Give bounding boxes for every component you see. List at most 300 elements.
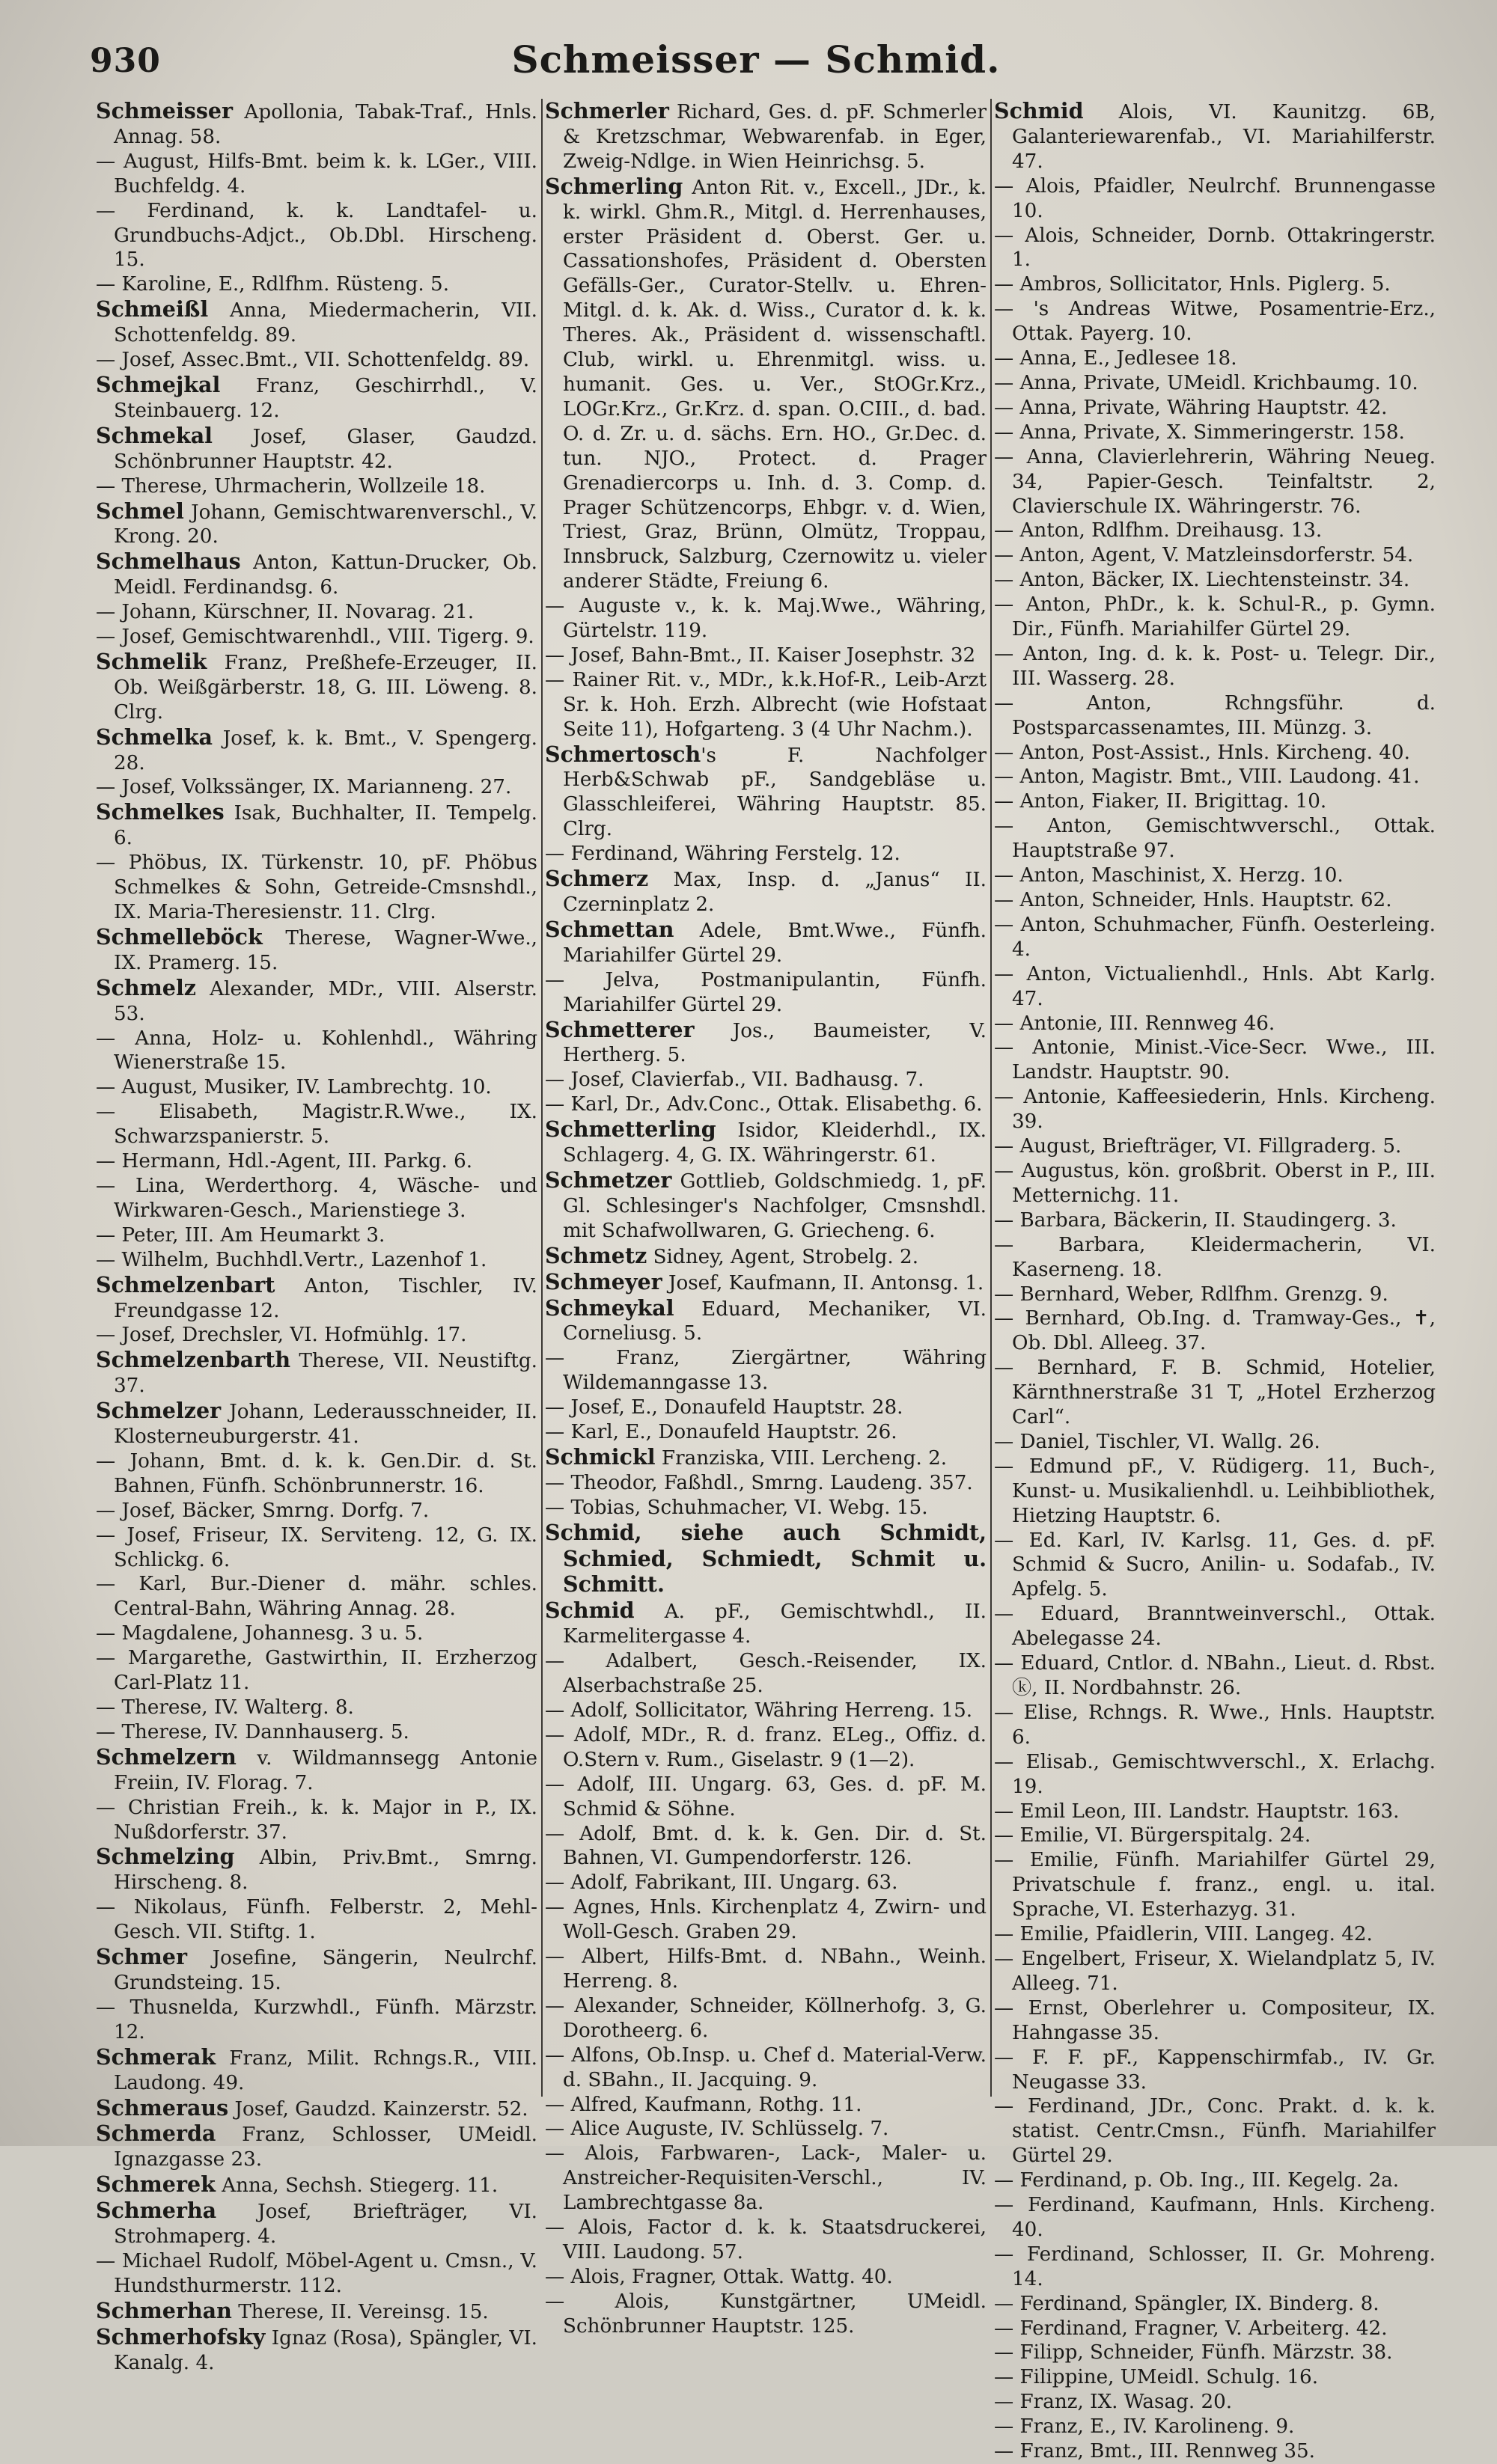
directory-entry [994,1283,1436,1307]
entry-text: Josef, Glaser, Gaudzd. Schönbrunner Hauptstr. 42. [114,425,537,473]
entry-text: — Therese, IV. Walterg. 8. [96,1696,354,1719]
entry-text: Alois, VI. Kaunitzg. 6B, Galanteriewarenfab., VI. Mariahilferstr. 47. [1012,101,1436,173]
entry-headword: Schmelzing [96,1844,235,1870]
entry-text: — Bernhard, Weber, Rdlfhm. Grenzg. 9. [994,1283,1388,1306]
directory-entry [994,913,1436,962]
entry-headword: Schmeraus [96,2094,229,2121]
directory-entry [994,396,1436,421]
entry-headword: Schmerha [96,2198,217,2224]
directory-entry [545,2290,987,2339]
entry-text: Anton, Tischler, IV. Freundgasse 12. [114,1274,537,1322]
directory-entry [96,549,537,600]
entry-text: — Anna, E., Jedlesee 18. [994,347,1237,370]
entry-text: Franz, Milit. Rchngs.R., VIII. Laudong. 49. [114,2046,537,2094]
entry-text: — Christian Freih., k. k. Major in P., IX. Nußdorferstr. 37. [96,1796,537,1844]
entry-text: — Anton, PhDr., k. k. Schul-R., p. Gymn. Dir., Fünfh. Mariahilfer Gürtel 29. [994,593,1436,641]
directory-entry [96,1945,537,1996]
entry-text: — Thusnelda, Kurzwhdl., Fünfh. Märzstr. 12. [96,1996,537,2043]
entry-text: — Rainer Rit. v., MDr., k.k.Hof-R., Leib-Arzt Sr. k. Hoh. Erzh. Albrecht (wie Hofstaat Seite 11), Hofgarteng. 3 (4 Uhr Nachm.). [545,668,987,741]
entry-text: Josef, Gaudzd. Kainzerstr. 52. [228,2097,528,2121]
directory-entry [545,1018,987,1069]
directory-entry [96,1223,537,1248]
entry-text: — Ferdinand, p. Ob. Ing., III. Kegelg. 2a. [994,2169,1400,2192]
directory-entry [994,1233,1436,1283]
entry-text: — Alice Auguste, IV. Schlüsselg. 7. [545,2118,889,2141]
directory-entry [994,2243,1436,2292]
entry-text: — Adalbert, Gesch.-Reisender, IX. Alserbachstraße 25. [545,1650,987,1698]
directory-entry [545,1395,987,1420]
directory-entry [994,2168,1436,2193]
directory-entry [545,1296,987,1347]
directory-entry [545,968,987,1018]
entry-headword: Schmeykal [545,1294,674,1321]
entry-headword: Schmettan [545,916,674,942]
entry-text: Josef, Kaufmann, II. Antonsg. 1. [662,1271,984,1294]
entry-text: — Johann, Bmt. d. k. k. Gen.Dir. d. St. Bahnen, Fünfh. Schönbrunnerstr. 16. [96,1449,537,1497]
directory-entry [96,2172,537,2198]
directory-entry [994,2439,1436,2464]
directory-entry [96,775,537,800]
directory-entry [994,1922,1436,1947]
entry-text: — Margarethe, Gastwirthin, II. Erzherzog Carl-Platz 11. [96,1647,537,1695]
entry-text: — Franz, IX. Wasag. 20. [994,2391,1233,2414]
entry-text: — Hermann, Hdl.-Agent, III. Parkg. 6. [96,1150,473,1173]
directory-entry [96,649,537,725]
directory-entry [96,1100,537,1149]
entry-text: — Anton, Magistr. Bmt., VIII. Laudong. 41. [994,765,1420,789]
entry-text: — Wilhelm, Buchhdl.Vertr., Lazenhof 1. [96,1248,487,1271]
directory-entry [994,445,1436,519]
directory-entry [545,866,987,917]
entry-headword: Schmeyer [545,1268,662,1294]
entry-text: — Jelva, Postmanipulantin, Fünfh. Mariahilfer Gürtel 29. [545,968,987,1016]
entry-text: — Anton, Agent, V. Matzleinsdorferstr. 54. [994,544,1414,567]
directory-entry [994,593,1436,642]
directory-entry [994,174,1436,224]
directory-entry [545,594,987,643]
directory-entry [96,2121,537,2172]
entry-text: — Josef, Volkssänger, IX. Marianneng. 27. [96,776,512,799]
directory-entry [96,976,537,1027]
directory-entry [96,348,537,373]
entry-headword: Schmelzenbart [96,1271,275,1297]
entry-text: Jos., Baumeister, V. Hertherg. 5. [563,1019,987,1067]
entry-text: Alexander, MDr., VIII. Alserstr. 53. [114,977,537,1025]
entry-text: — Michael Rudolf, Möbel-Agent u. Cmsn., V. Hundsthurmerstr. 112. [96,2249,537,2297]
directory-entry [994,1701,1436,1750]
directory-entry [96,1499,537,1523]
entry-headword: Schmerek [96,2171,216,2198]
entry-headword: Schmelzenbarth [96,1347,291,1373]
directory-entry [994,642,1436,691]
directory-entry [994,2390,1436,2415]
directory-entry [545,643,987,668]
entry-text: — Ernst, Oberlehrer u. Compositeur, IX. Hahngasse 35. [994,1996,1436,2044]
directory-entry [96,1720,537,1745]
entry-text: — Daniel, Tischler, VI. Wallg. 26. [994,1430,1320,1453]
directory-entry [994,1848,1436,1922]
directory-entry [96,800,537,851]
entry-text: — Alfons, Ob.Insp. u. Chef d. Material-Verw. d. SBahn., II. Jacquing. 9. [545,2043,987,2091]
entry-text: Albin, Priv.Bmt., Smrng. Hirscheng. 8. [114,1847,537,1895]
page-header [90,37,1422,97]
entry-text: — Antonie, Kaffeesiederin, Hnls. Kircheng. 39. [994,1086,1436,1134]
entry-text: — Ed. Karl, IV. Karlsg. 11, Ges. d. pF. Schmid & Sucro, Anilin- u. Sodafab., IV. Apfelg. 5. [994,1529,1436,1601]
entry-text: — Therese, Uhrmacherin, Wollzeile 18. [96,474,486,498]
entry-text: — Anton, Bäcker, IX. Liechtensteinstr. 34. [994,569,1410,592]
directory-entry [994,297,1436,346]
entry-text: — Augustus, kön. großbrit. Oberst in P., III. Metternichg. 11. [994,1159,1436,1207]
entry-headword: Schmerler [545,98,669,123]
entry-text: — Ferdinand, Spängler, IX. Binderg. 8. [994,2292,1379,2315]
entry-text: — Bernhard, Ob.Ing. d. Tramway-Ges., ✝, Ob. Dbl. Alleeg. 37. [994,1307,1436,1355]
directory-entry [994,814,1436,863]
directory-entry [994,99,1436,174]
directory-entry [994,568,1436,593]
entry-text: — Engelbert, Friseur, X. Wielandplatz 5, IV. Alleeg. 71. [994,1947,1436,1995]
entry-text: — Anna, Private, X. Simmeringerstr. 158. [994,421,1405,444]
entry-text: — Karl, Bur.-Diener d. mähr. schles. Central-Bahn, Währing Annag. 28. [96,1573,537,1621]
directory-entry [545,1699,987,1723]
directory-entry [545,1520,987,1599]
directory-entry [96,925,537,976]
entry-text: Josef, k. k. Bmt., V. Spengerg. 28. [114,727,537,774]
directory-entry [96,1323,537,1348]
entry-text: — Emil Leon, III. Landstr. Hauptstr. 163. [994,1800,1400,1823]
directory-entry [545,668,987,742]
entry-text: — Elisab., Gemischtwverschl., X. Erlachg. 19. [994,1750,1436,1798]
directory-entry [96,199,537,273]
directory-entry [96,1348,537,1398]
entry-text: v. Wildmannsegg Antonie Freiin, IV. Florag. 7. [114,1746,537,1794]
directory-entry [994,1430,1436,1455]
directory-entry [96,1273,537,1324]
directory-entry [96,1027,537,1076]
directory-entry [994,421,1436,445]
entry-text: — Alois, Kunstgärtner, UMeidl. Schönbrunner Hauptstr. 125. [545,2290,987,2338]
entry-text: Gottlieb, Goldschmiedg. 1, pF. Gl. Schlesinger's Nachfolger, Cmsnshdl. mit Schafwollwaren, G. Griecheng. 6. [563,1170,987,1242]
entry-text: Therese, II. Vereinsg. 15. [231,2300,489,2323]
entry-text: — Josef, Friseur, IX. Serviteng. 12, G. IX. Schlickg. 6. [96,1523,537,1571]
entry-text: Anton Rit. v., Excell., JDr., k. k. wirkl. Ghm.R., Mitgl. d. Herrenhauses, erster Präsident d. Oberst. Ger. u. Cassationshofes, Präsident d. Obersten Gefälls-Ger., Curator-Stellv. u. Ehren-Mitgl. d. k. Ak. d. Wiss., Curator d. k. k. Theres. Ak., Präsident d. wissenschaftl. Club, wirkl. u. Ehrenmitgl. wiss. u. humanit. Ges. u. Ver., StOGr.Krz., LOGr.Krz., Gr.Krz. d. span. O.CIII., d. bad. O. d. Zr. u. d. sächs. Ern. HO., Gr.Dec. d. tun. NJO., Protect. d. Prager Grenadiercorps u. Inh. d. 3. Comp. d. Prager Schützencorps, Ehbgr. v. d. Wien, Triest, Graz, Brünn, Olmütz, Troppau, Innsbruck, Salzburg, Czernowitz u. vieler anderer Städte, Freiung 6. [563,176,987,593]
entry-text: Anton, Kattun-Drucker, Ob. Meidl. Ferdinandsg. 6. [114,551,537,599]
entry-headword: Schmerz [545,866,649,892]
entry-headword: Schmekal [96,422,213,448]
directory-entry [545,1649,987,1699]
directory-entry [96,2198,537,2249]
directory-entry [994,962,1436,1012]
entry-text: Franz, Geschirrhdl., V. Steinbauerg. 12. [114,374,537,422]
directory-entry [545,917,987,968]
directory-entry [994,2292,1436,2317]
entry-text: — Antonie, Minist.-Vice-Secr. Wwe., III. Landstr. Hauptstr. 90. [994,1036,1436,1084]
directory-entry [994,1036,1436,1085]
entry-text: — Karl, E., Donaufeld Hauptstr. 26. [545,1421,897,1444]
directory-entry [994,2094,1436,2168]
directory-entry [994,1085,1436,1134]
directory-entry [994,2317,1436,2341]
entry-text: — Alfred, Kaufmann, Rothg. 11. [545,2093,862,2116]
entry-text: — Anton, Post-Assist., Hnls. Kircheng. 40. [994,741,1410,764]
directory-entry [96,272,537,297]
entry-text: — Ferdinand, Währing Ferstelg. 12. [545,843,900,866]
entry-text: — Eduard, Branntweinverschl., Ottak. Abelegasse 24. [994,1603,1436,1651]
directory-entry [96,1398,537,1449]
entry-text: — Josef, Assec.Bmt., VII. Schottenfeldg. 89. [96,349,530,372]
entry-text: Ignaz (Rosa), Spängler, VI. Kanalg. 4. [114,2326,537,2374]
directory-entry [545,99,987,174]
directory-entry [994,346,1436,371]
entry-text: — Anna, Private, Währing Hauptstr. 42. [994,396,1388,419]
directory-entry [96,1149,537,1174]
entry-headword: Schmerda [96,2121,216,2147]
directory-entry [994,741,1436,765]
directory-entry [96,2249,537,2299]
directory-entry [96,1844,537,1895]
entry-text: Isak, Buchhalter, II. Tempelg. 6. [114,802,537,850]
directory-entry [545,1945,987,1994]
directory-entry [96,625,537,649]
directory-entry [96,424,537,474]
directory-entry [545,1822,987,1871]
entry-text: — August, Briefträger, VI. Fillgraderg. 5. [994,1135,1402,1158]
entry-text: — F. F. pF., Kappenschirmfab., IV. Gr. Neugasse 33. [994,2046,1436,2094]
entry-headword: Schmelhaus [96,548,241,575]
entry-text: Therese, Wagner-Wwe., IX. Pramerg. 15. [114,926,537,974]
entry-headword: Schmerling [545,173,683,199]
directory-entry [96,600,537,625]
entry-text: Max, Insp. d. „Janus“ II. Czerninplatz 2. [563,869,987,916]
directory-entry [994,765,1436,789]
entry-text: Apollonia, Tabak-Traf., Hnls. Annag. 58. [114,101,537,148]
directory-entry [994,2341,1436,2365]
entry-text: — Karl, Dr., Adv.Conc., Ottak. Elisabethg. 6. [545,1093,983,1116]
directory-entry [545,1168,987,1244]
directory-entry [994,1750,1436,1800]
directory-entry [545,2265,987,2290]
entry-text: — Josef, Clavierfab., VII. Badhausg. 7. [545,1069,924,1092]
entry-text: — Alois, Farbwaren-, Lack-, Maler- u. Anstreicher-Requisiten-Verschl., IV. Lambrechtgasse 8a. [545,2142,987,2215]
entry-text: Johann, Lederausschneider, II. Klosterneuburgerstr. 41. [114,1401,537,1449]
entry-text: — Therese, IV. Dannhauserg. 5. [96,1720,409,1743]
entry-text: 's F. Nachfolger Herb&Schwab pF., Sandgebläse u. Glasschleiferei, Währing Hauptstr. 85. Clrg. [563,744,987,841]
entry-text: — Alexander, Schneider, Köllnerhofg. 3, G. Dorotheerg. 6. [545,1994,987,2042]
directory-entry [96,851,537,925]
entry-text: — Ferdinand, Fragner, V. Arbeiterg. 42. [994,2317,1388,2340]
entry-headword: Schmerhan [96,2297,232,2323]
entry-text: — Anton, Maschinist, X. Herzg. 10. [994,864,1344,887]
entry-headword: Schmel [96,498,184,524]
directory-entry [96,2096,537,2122]
entry-text: — Albert, Hilfs-Bmt. d. NBahn., Weinh. Herreng. 8. [545,1945,987,1993]
entry-headword: Schmeißl [96,296,209,322]
entry-text: — Adolf, MDr., R. d. franz. ELeg., Offiz. d. O.Stern v. Rum., Giselastr. 9 (1—2). [545,1723,987,1771]
entry-headword: Schmelleböck [96,923,263,950]
directory-entry [96,474,537,499]
entry-text: — Franz, Bmt., III. Rennweg 35. [994,2440,1315,2463]
entry-text: — Alois, Fragner, Ottak. Wattg. 40. [545,2265,893,2288]
entry-text: — Josef, Bahn-Bmt., II. Kaiser Josephstr. 32 [545,643,976,667]
directory-entry [96,1696,537,1720]
entry-text: — Elise, Rchngs. R. Wwe., Hnls. Hauptstr. 6. [994,1701,1436,1749]
directory-entry [545,842,987,866]
directory-entry [994,863,1436,888]
entry-headword: Schmejkal [96,371,221,397]
directory-columns [96,98,1436,2463]
directory-entry [96,2045,537,2096]
directory-entry [545,742,987,843]
directory-entry [545,1773,987,1822]
directory-entry [994,2365,1436,2390]
entry-text: — Anton, Schneider, Hnls. Hauptstr. 62. [994,889,1392,911]
directory-entry [994,1455,1436,1529]
directory-entry [96,150,537,199]
entry-text: Sidney, Agent, Strobelg. 2. [647,1245,919,1268]
directory-entry [994,543,1436,568]
entry-text: — Josef, Gemischtwarenhdl., VIII. Tigerg. 9. [96,626,534,649]
directory-entry [994,519,1436,543]
entry-text: — Emilie, VI. Bürgerspitalg. 24. [994,1824,1311,1847]
entry-headword: Schmelz [96,974,196,1000]
entry-text: — Filipp, Schneider, Fünfh. Märzstr. 38. [994,2341,1393,2364]
entry-text: — Ambros, Sollicitator, Hnls. Piglerg. 5. [994,273,1391,296]
directory-entry [96,1895,537,1945]
entry-text: — Anton, Rdlfhm. Dreihausg. 13. [994,519,1323,542]
entry-headword: Schmelzer [96,1398,222,1424]
directory-entry [994,691,1436,741]
entry-text: — Anna, Private, UMeidl. Krichbaumg. 10. [994,371,1418,394]
directory-entry [994,1947,1436,1996]
directory-entry [994,1800,1436,1824]
entry-headword: Schmerak [96,2043,216,2070]
entry-headword: Schmetz [545,1242,647,1268]
directory-entry [994,1651,1436,1701]
entry-headword: Schmid [545,1598,635,1624]
directory-entry [545,2142,987,2216]
directory-entry [96,1646,537,1696]
entry-text: — Magdalene, Johannesg. 3 u. 5. [96,1622,424,1645]
directory-entry [96,499,537,550]
entry-text: Eduard, Mechaniker, VI. Corneliusg. 5. [563,1297,987,1345]
directory-entry [994,789,1436,814]
directory-entry [994,371,1436,396]
entry-headword: Schmertosch [545,741,701,767]
entry-text: — Ferdinand, Kaufmann, Hnls. Kircheng. 40. [994,2194,1436,2241]
entry-text: — Anna, Clavierlehrerin, Währing Neueg. 34, Papier-Gesch. Teinfaltstr. 2, Clavierschule IX. Währingerstr. 76. [994,445,1436,518]
directory-entry [545,1994,987,2043]
entry-text: — Adolf, Fabrikant, III. Ungarg. 63. [545,1871,898,1895]
entry-text: — Franz, E., IV. Karolineng. 9. [994,2415,1295,2439]
entry-text: Anna, Miedermacherin, VII. Schottenfeldg. 89. [114,299,537,347]
directory-entry [994,1996,1436,2046]
entry-text: — Adolf, Bmt. d. k. k. Gen. Dir. d. St. Bahnen, VI. Gumpendorferstr. 126. [545,1822,987,1870]
directory-entry [545,1598,987,1649]
directory-entry [96,1248,537,1273]
entry-headword: Schmerhofsky [96,2323,266,2350]
running-title: Schmeisser — Schmid. [511,37,1001,82]
entry-text: — Tobias, Schuhmacher, VI. Webg. 15. [545,1496,928,1519]
entry-text: — Elisabeth, Magistr.R.Wwe., IX. Schwarzspanierstr. 5. [96,1101,537,1149]
directory-entry [545,1117,987,1168]
entry-text: — Anton, Schuhmacher, Fünfh. Oesterleing. 4. [994,913,1436,961]
entry-text: — Anton, Gemischtwverschl., Ottak. Hauptstraße 97. [994,815,1436,863]
directory-entry [545,1895,987,1945]
directory-entry [545,2093,987,2118]
directory-entry [545,2117,987,2142]
directory-entry [994,1306,1436,1356]
entry-text: — Alois, Pfaidler, Neulrchf. Brunnengasse 10. [994,174,1436,222]
entry-text: Isidor, Kleiderhdl., IX. Schlagerg. 4, G. IX. Währingerstr. 61. [563,1119,987,1167]
column-3 [994,98,1436,2463]
entry-text: Anna, Sechsh. Stiegerg. 11. [215,2174,499,2198]
directory-entry [994,2193,1436,2243]
entry-headword: Schmeisser [96,98,234,123]
entry-text: Therese, VII. Neustiftg. 37. [114,1350,537,1398]
directory-entry [545,1092,987,1117]
directory-entry [994,888,1436,913]
directory-entry [994,1823,1436,1848]
directory-entry [96,1174,537,1223]
entry-headword: Schmid, siehe auch Schmidt, Schmied, Schmiedt, Schmit u. Schmitt. [545,1519,987,1598]
entry-headword: Schmelik [96,648,207,674]
directory-entry [96,1621,537,1646]
entry-text: — Antonie, III. Rennweg 46. [994,1012,1275,1035]
entry-text: — 's Andreas Witwe, Posamentrie-Erz., Ottak. Payerg. 10. [994,298,1436,346]
entry-text: — Josef, E., Donaufeld Hauptstr. 28. [545,1396,903,1419]
directory-entry [96,99,537,150]
directory-entry [545,1270,987,1296]
entry-text: Franz, Preßhefe-Erzeuger, II. Ob. Weißgärberstr. 18, G. III. Löweng. 8. Clrg. [114,651,537,724]
directory-entry [545,1496,987,1520]
entry-text: Josefine, Sängerin, Neulrchf. Grundsteing. 15. [114,1947,537,1994]
entry-text: — Anton, Ing. d. k. k. Post- u. Telegr. Dir., III. Wasserg. 28. [994,642,1436,690]
entry-text: — August, Hilfs-Bmt. beim k. k. LGer., VIII. Buchfeldg. 4. [96,150,537,198]
entry-text: — Emilie, Pfaidlerin, VIII. Langeg. 42. [994,1923,1373,1946]
entry-text: — Emilie, Fünfh. Mariahilfer Gürtel 29, Privatschule f. franz., engl. u. ital. Sprache, VI. Esterhazyg. 31. [994,1849,1436,1922]
directory-entry [545,1420,987,1445]
entry-text: — August, Musiker, IV. Lambrechtg. 10. [96,1076,492,1099]
entry-text: — Ferdinand, k. k. Landtafel- u. Grundbuchs-Adjct., Ob.Dbl. Hirscheng. 15. [96,199,537,272]
entry-text: — Agnes, Hnls. Kirchenplatz 4, Zwirn- und Woll-Gesch. Graben 29. [545,1896,987,1944]
directory-entry [545,1244,987,1270]
entry-text: A. pF., Gemischtwhdl., II. Karmelitergasse 4. [563,1601,987,1648]
directory-entry [96,1996,537,2045]
directory-entry [545,1068,987,1092]
directory-entry [545,2043,987,2093]
entry-text: Richard, Ges. d. pF. Schmerler & Kretzschmar, Webwarenfab. in Eger, Zweig-Ndlge. in Wien Heinrichsg. 5. [563,101,987,173]
directory-entry [96,1796,537,1845]
directory-entry [96,1449,537,1499]
entry-text: Franz, Schlosser, UMeidl. Ignazgasse 23. [114,2124,537,2171]
entry-text: — Auguste v., k. k. Maj.Wwe., Währing, Gürtelstr. 119. [545,595,987,643]
entry-headword: Schmetterling [545,1116,716,1143]
entry-text: — Barbara, Kleidermacherin, VI. Kaserneng. 18. [994,1233,1436,1281]
entry-text: Franziska, VIII. Lercheng. 2. [655,1446,948,1470]
directory-entry [545,1445,987,1471]
directory-entry [96,1075,537,1100]
entry-text: — Filippine, UMeidl. Schulg. 16. [994,2366,1319,2389]
entry-headword: Schmetzer [545,1167,672,1193]
entry-text: — Alois, Schneider, Dornb. Ottakringerstr. 1. [994,224,1436,272]
directory-entry [994,1529,1436,1603]
directory-entry [96,1745,537,1796]
directory-entry [96,1523,537,1573]
entry-text: — Adolf, III. Ungarg. 63, Ges. d. pF. M. Schmid & Söhne. [545,1773,987,1821]
column-2 [545,98,987,2338]
entry-text: Josef, Briefträger, VI. Strohmaperg. 4. [114,2201,537,2249]
directory-entry [994,224,1436,273]
entry-text: — Adolf, Sollicitator, Währing Herreng. 15. [545,1699,973,1722]
